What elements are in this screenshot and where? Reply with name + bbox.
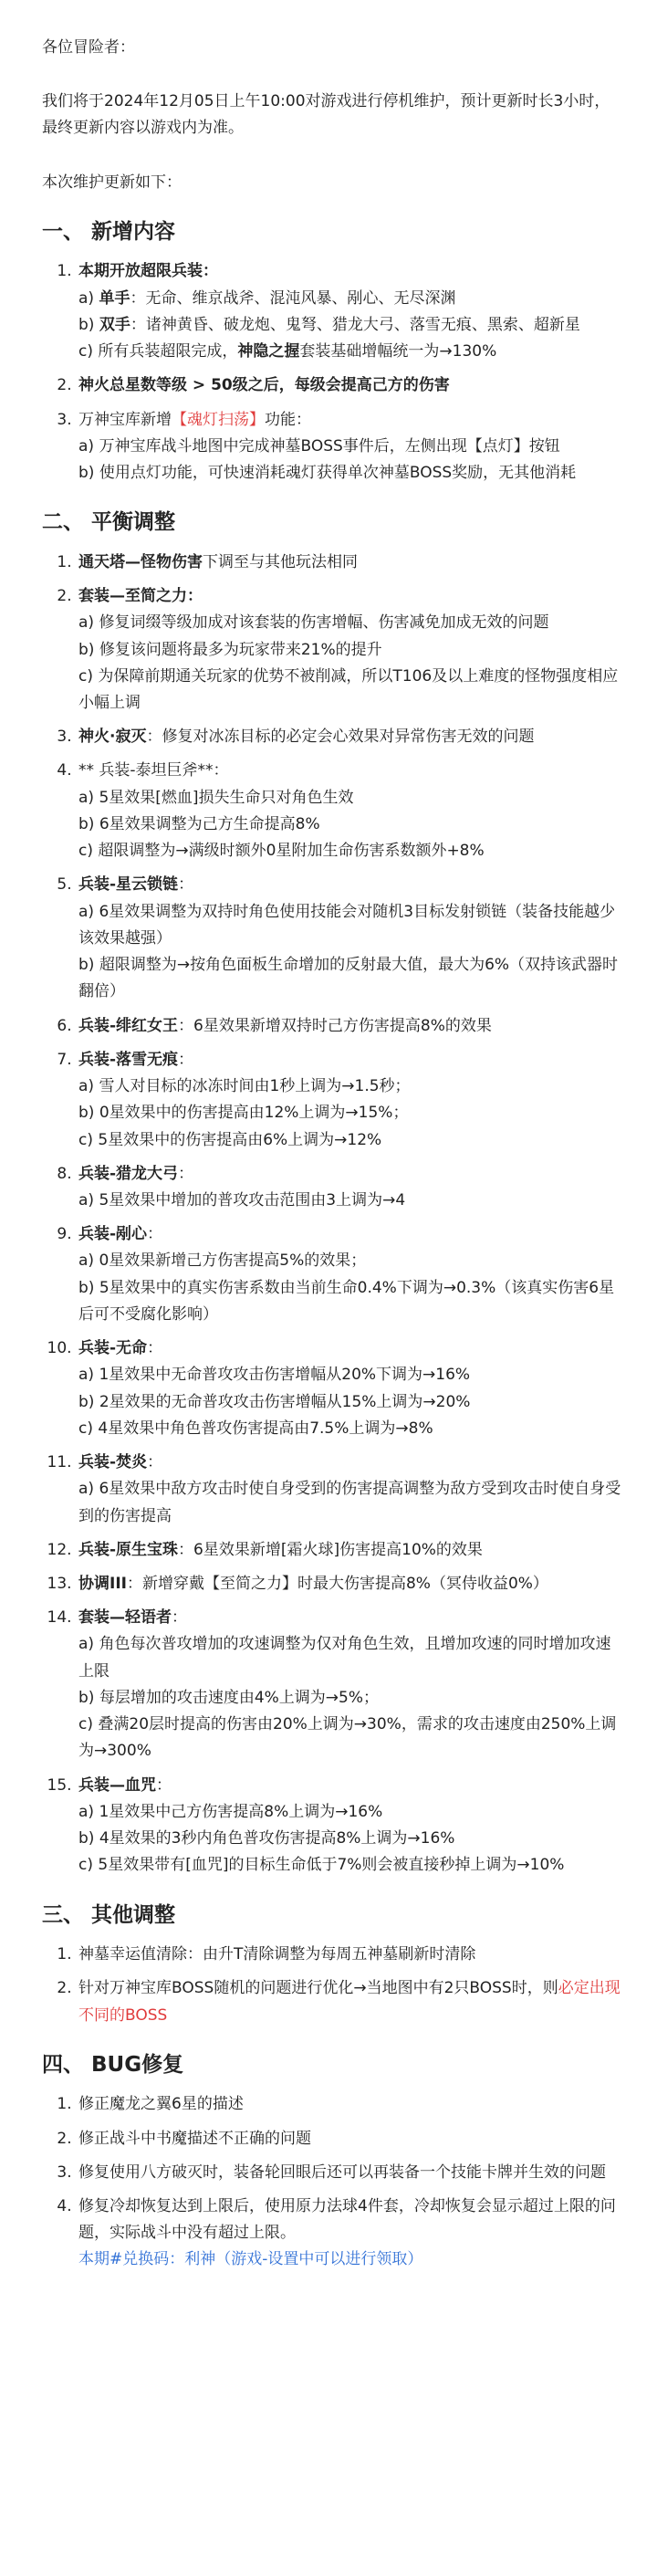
update-sections <box>42 216 624 2274</box>
intro-paragraph: 我们将于2024年12月05日上午10:00对游戏进行停机维护，预计更新时长3小时，最终更新内容以游戏内为准。 <box>42 92 610 138</box>
text-run: ：新增穿戴【至简之力】时最大伤害提高8%（冥侍收益0%） <box>126 1575 548 1594</box>
sub-item <box>78 610 624 636</box>
item-heading <box>78 1605 624 1631</box>
item-heading <box>78 407 624 434</box>
text-run: ：6星效果新增双持时己方伤害提高8%的效果 <box>178 1016 492 1035</box>
list-item <box>77 1013 624 1040</box>
item-heading <box>78 1773 624 1799</box>
maintenance-heading: 本次维护更新如下： <box>42 173 182 192</box>
text-run: c) 为保障前期通关玩家的优势不被削减，所以T106及以上难度的怪物强度相应小幅上调 <box>78 666 619 712</box>
text-run: 套装基础增幅统一为→130% <box>299 342 497 361</box>
sub-item <box>78 899 624 952</box>
item-heading <box>78 2091 624 2118</box>
section-list <box>42 550 624 1880</box>
sub-item <box>78 664 624 717</box>
item-heading <box>78 2126 624 2152</box>
bold-label: 套装—至简之力： <box>78 587 203 606</box>
sub-item <box>78 1416 624 1442</box>
text-run: 修正战斗中书魔描述不正确的问题 <box>78 2129 311 2148</box>
text-run: b) 5星效果中的真实伤害系数由当前生命0.4%下调为→0.3%（该真实伤害6星后可不受腐化影响） <box>78 1278 615 1324</box>
list-item <box>77 1942 624 1968</box>
text-run: c) 叠满20层时提高的伤害由20%上调为→30%，需求的攻击速度由250%上调为→300% <box>78 1715 617 1761</box>
item-heading <box>78 583 624 610</box>
text-run: c) 4星效果中角色普攻伤害提高由7.5%上调为→8% <box>78 1419 433 1438</box>
text-run: 下调至与其他玩法相同 <box>203 552 358 571</box>
text-run: c) 所有兵装超限完成， <box>78 342 238 361</box>
bold-label: 本期开放超限兵装： <box>78 262 218 281</box>
list-item <box>77 372 624 399</box>
text-run: b) 使用点灯功能，可快速消耗魂灯获得单次神墓BOSS奖励，无其他消耗 <box>78 464 577 483</box>
list-item <box>77 1450 624 1530</box>
list-item <box>77 1605 624 1764</box>
text-run: b) 6星效果调整为己方生命提高8% <box>78 814 320 833</box>
section-title: 二、 平衡调整 <box>42 510 176 535</box>
list-item <box>77 550 624 576</box>
text-run: ： <box>172 1608 187 1628</box>
bold-label: 兵装-无命 <box>78 1339 148 1358</box>
text-run: c) 5星效果中的伤害提高由6%上调为→12% <box>78 1130 382 1149</box>
text-run: 修复使用八方破灭时，装备轮回眼后还可以再装备一个技能卡牌并生效的问题 <box>78 2162 606 2182</box>
highlight-text: 【魂灯扫荡】 <box>172 410 265 429</box>
item-heading <box>78 1450 624 1476</box>
text-run: 修复冷却恢复达到上限后，使用原力法球4件套，冷却恢复会显示超过上限的问题，实际战斗中没有超过上限。 <box>78 2197 616 2243</box>
item-heading <box>78 1571 624 1597</box>
sub-item <box>78 1248 624 1274</box>
sub-item <box>78 434 624 460</box>
text-run: ： <box>147 1339 163 1358</box>
text-run: b) 修复该问题将最多为玩家带来21%的提升 <box>78 640 382 659</box>
text-run: 功能： <box>265 410 311 429</box>
sub-item <box>78 460 624 487</box>
text-run: ： <box>178 1050 194 1069</box>
sub-item <box>78 286 624 312</box>
item-heading <box>78 1013 624 1040</box>
sub-item <box>78 1275 624 1328</box>
text-run: 修正魔龙之翼6星的描述 <box>78 2095 244 2114</box>
sub-item <box>78 1685 624 1712</box>
sub-item <box>78 1127 624 1154</box>
item-heading <box>78 1161 624 1188</box>
text-run: 神墓幸运值清除：由升T清除调整为每周五神墓刷新时清除 <box>78 1945 476 1964</box>
item-heading <box>78 2194 624 2246</box>
greeting: 各位冒险者： <box>42 38 135 57</box>
list-item <box>77 2126 624 2152</box>
list-item <box>77 2160 624 2186</box>
sub-item <box>78 1389 624 1416</box>
item-heading <box>78 1221 624 1248</box>
bold-label: 神火·寂灭 <box>78 728 147 747</box>
item-heading <box>78 372 624 399</box>
text-run: a) 1星效果中无命普攻攻击伤害增幅从20%下调为→16% <box>78 1366 471 1385</box>
text-run: ： <box>147 1225 163 1244</box>
sub-item <box>78 1852 624 1879</box>
bold-label: 兵装-焚炎 <box>78 1453 148 1472</box>
section-title: 四、 BUG修复 <box>42 2052 184 2077</box>
section-list <box>42 2091 624 2273</box>
text-run: ： <box>178 1164 194 1183</box>
sub-item <box>78 1631 624 1684</box>
text-run: ： <box>147 1453 163 1472</box>
bold-label: 神火总星数等级 > 50级之后，每级会提高己方的伤害 <box>78 376 450 395</box>
sub-item <box>78 1362 624 1388</box>
list-item <box>77 407 624 487</box>
sub-item <box>78 339 624 365</box>
text-run: a) 5星效果[燃血]损失生命只对角色生效 <box>78 788 354 807</box>
item-heading <box>78 1335 624 1362</box>
bold-label: 协调III <box>78 1575 127 1594</box>
text-run: b) 每层增加的攻击速度由4%上调为→5%； <box>78 1688 380 1707</box>
text-run: ： <box>178 875 194 895</box>
text-run: a) 6星效果调整为双持时角色使用技能会对随机3目标发射锁链（装备技能越少该效果越强） <box>78 902 616 948</box>
sub-item <box>78 1476 624 1529</box>
text-run: ： <box>156 1775 172 1795</box>
text-run: a) 1星效果中己方伤害提高8%上调为→16% <box>78 1802 383 1821</box>
item-heading <box>78 2160 624 2186</box>
text-run: a) 修复词缀等级加成对该套装的伤害增幅、伤害减免加成无效的问题 <box>78 613 549 633</box>
sub-item <box>78 637 624 664</box>
item-heading <box>78 758 624 784</box>
sub-item <box>78 838 624 864</box>
redeem-code-text: 本期#兑换码：利神（游戏-设置中可以进行领取） <box>78 2250 423 2269</box>
sub-item <box>78 952 624 1005</box>
text-run: c) 5星效果带有[血咒]的目标生命低于7%则会被直接秒掉上调为→10% <box>78 1856 565 1875</box>
section-title: 一、 新增内容 <box>42 219 176 244</box>
text-run: ：修复对冰冻目标的必定会心效果对异常伤害无效的问题 <box>146 728 535 747</box>
bold-label: 单手 <box>99 288 130 308</box>
list-item <box>77 258 624 365</box>
section-title: 三、 其他调整 <box>42 1902 176 1927</box>
text-run: b) <box>78 315 99 334</box>
list-item <box>77 1571 624 1597</box>
list-item <box>77 758 624 864</box>
item-heading <box>78 550 624 576</box>
list-item <box>77 1161 624 1214</box>
bold-label: 套装—轻语者 <box>78 1608 172 1628</box>
bold-label: 兵装-绯红女王 <box>78 1016 179 1035</box>
list-item <box>77 1975 624 2028</box>
text-run: c) 超限调整为→满级时额外0星附加生命伤害系数额外+8% <box>78 842 485 861</box>
text-run: b) 2星效果的无命普攻攻击伤害增幅从15%上调为→20% <box>78 1392 471 1411</box>
list-item <box>77 872 624 1005</box>
text-run: a) 5星效果中增加的普攻攻击范围由3上调为→4 <box>78 1190 406 1209</box>
sub-item <box>78 812 624 838</box>
bold-label: 兵装-剐心 <box>78 1225 148 1244</box>
text-run: ：无命、维京战斧、混沌风暴、剐心、无尽深渊 <box>130 288 456 308</box>
list-item <box>77 1221 624 1328</box>
bold-label: 兵装—血咒 <box>78 1775 156 1795</box>
redeem-code-line <box>78 2246 624 2273</box>
text-run: b) 0星效果中的伤害提高由12%上调为→15%； <box>78 1104 409 1123</box>
text-run: a) 雪人对目标的冰冻时间由1秒上调为→1.5秒； <box>78 1077 411 1096</box>
list-item <box>77 1537 624 1564</box>
text-run: b) 4星效果的3秒内角色普攻伤害提高8%上调为→16% <box>78 1829 455 1848</box>
text-run: b) 超限调整为→按角色面板生命增加的反射最大值，最大为6%（双持该武器时翻倍） <box>78 956 619 1001</box>
list-item <box>77 2194 624 2274</box>
text-run: ** 兵装-泰坦巨斧**： <box>78 761 229 780</box>
item-heading <box>78 258 624 285</box>
text-run: a) 万神宝库战斗地图中完成神墓BOSS事件后，左侧出现【点灯】按钮 <box>78 436 560 456</box>
text-run: a) 6星效果中敌方攻击时使自身受到的伤害提高调整为敌方受到攻击时使自身受到的伤害提高 <box>78 1480 621 1525</box>
section-list <box>42 258 624 487</box>
sub-item <box>78 1712 624 1764</box>
bold-label: 兵装-落雪无痕 <box>78 1050 179 1069</box>
bold-label: 双手 <box>99 315 130 334</box>
item-heading <box>78 872 624 898</box>
list-item <box>77 2091 624 2118</box>
item-heading <box>78 1975 624 2028</box>
sub-item <box>78 312 624 339</box>
highlight-text: 必定出现不同的BOSS <box>78 1979 620 2025</box>
sub-item <box>78 1100 624 1126</box>
bold-label: 通天塔—怪物伤害 <box>78 552 203 571</box>
text-run: a) 角色每次普攻增加的攻速调整为仅对角色生效，且增加攻速的同时增加攻速上限 <box>78 1635 611 1681</box>
bold-label: 神隐之握 <box>237 342 300 361</box>
item-heading <box>78 1047 624 1073</box>
text-run: ：6星效果新增[霜火球]伤害提高10%的效果 <box>178 1540 483 1559</box>
sub-item <box>78 1073 624 1100</box>
list-item <box>77 1047 624 1154</box>
text-run: 针对万神宝库BOSS随机的问题进行优化→当地图中有2只BOSS时，则 <box>78 1979 558 1998</box>
text-run: a) <box>78 288 99 308</box>
text-run: 万神宝库新增 <box>78 410 172 429</box>
sub-item <box>78 1826 624 1852</box>
item-heading <box>78 1537 624 1564</box>
item-heading <box>78 1942 624 1968</box>
bold-label: 兵装-星云锁链 <box>78 875 179 895</box>
text-run: a) 0星效果新增己方伤害提高5%的效果； <box>78 1251 367 1271</box>
bold-label: 兵装-猎龙大弓 <box>78 1164 179 1183</box>
sub-item <box>78 1188 624 1214</box>
list-item <box>77 1773 624 1880</box>
list-item <box>77 724 624 750</box>
item-heading <box>78 724 624 750</box>
text-run: ：诸神黄昏、破龙炮、鬼弩、猎龙大弓、落雪无痕、黑索、超新星 <box>130 315 580 334</box>
section-list <box>42 1942 624 2029</box>
sub-item <box>78 1799 624 1826</box>
bold-label: 兵装-原生宝珠 <box>78 1540 179 1559</box>
list-item <box>77 583 624 717</box>
sub-item <box>78 785 624 812</box>
list-item <box>77 1335 624 1442</box>
